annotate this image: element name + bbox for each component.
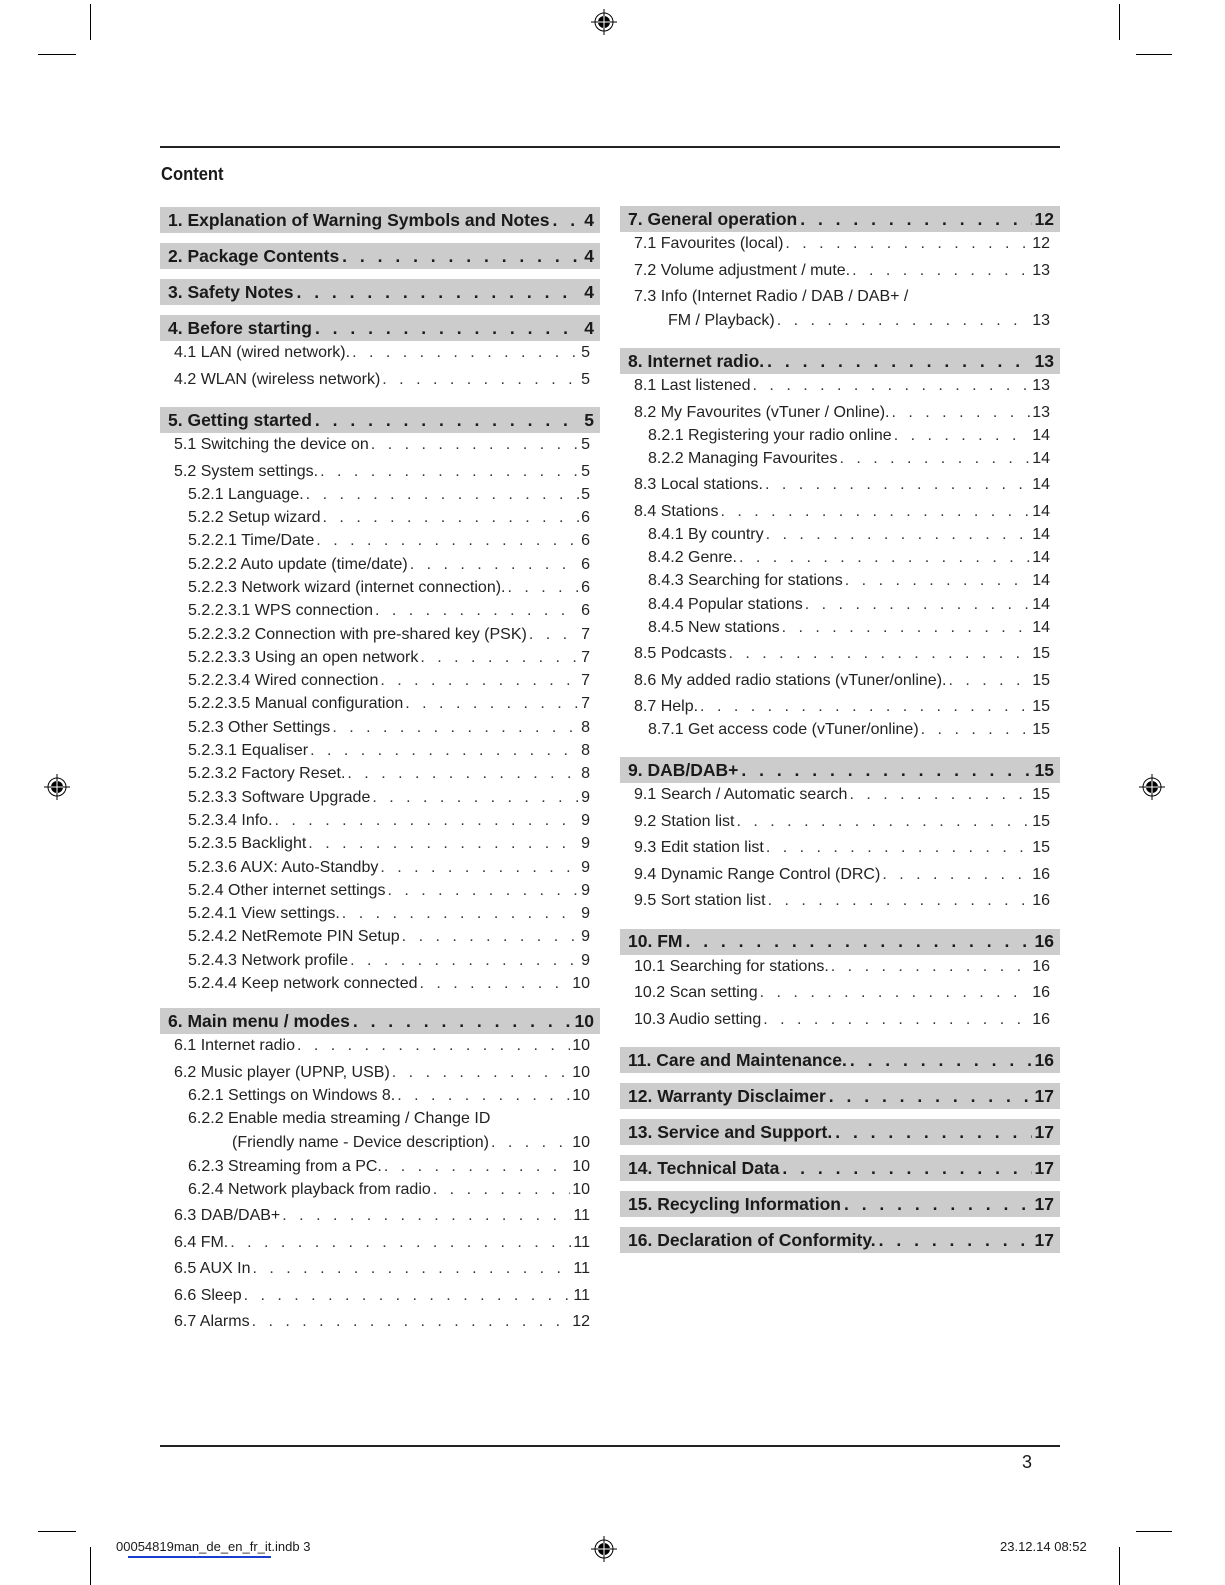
toc-entry[interactable]: 4.2 WLAN (wireless network) . . . 5 — [160, 371, 600, 398]
toc-heading[interactable]: 13. Service and Support. . . . 17 — [620, 1119, 1060, 1145]
toc-entry[interactable]: 8.7 Help. . . . 15 — [620, 698, 1060, 721]
page-number: 3 — [1022, 1452, 1033, 1472]
toc-entry[interactable]: 7.1 Favourites (local) . . . 12 — [620, 235, 1060, 262]
toc-entry[interactable]: 7.2 Volume adjustment / mute. . . . 13 — [620, 262, 1060, 289]
crop-mark-left-bottom — [38, 1531, 76, 1532]
toc-entry[interactable]: 5.2.4 Other internet settings . . . 9 — [160, 882, 600, 905]
toc-entry[interactable]: 8.4 Stations . . . 14 — [620, 503, 1060, 526]
toc-section — [620, 1155, 1060, 1181]
toc-entry-continuation[interactable]: (Friendly name - Device description) . . . 10 — [160, 1134, 600, 1158]
toc-entry[interactable]: 8.4.4 Popular stations . . . 14 — [620, 596, 1060, 619]
toc-section — [160, 1008, 600, 1339]
toc-entry-continuation[interactable]: FM / Playback) . . . 13 — [620, 312, 1060, 338]
toc-entry[interactable]: 6.2.1 Settings on Windows 8. . . . 10 — [160, 1087, 600, 1110]
toc-entry[interactable]: 10.1 Searching for stations. . . . 16 — [620, 958, 1060, 985]
toc-entry[interactable]: 8.6 My added radio stations (vTuner/online). . . . 15 — [620, 672, 1060, 699]
toc-section — [620, 1119, 1060, 1145]
toc-entry[interactable]: 8.4.3 Searching for stations . . . 14 — [620, 572, 1060, 595]
crop-mark-left-top — [38, 54, 76, 55]
toc-entry[interactable]: 8.4.2 Genre. . . . 14 — [620, 549, 1060, 572]
crop-mark-top-right — [1119, 4, 1120, 40]
toc-heading[interactable]: 5. Getting started . . . 5 — [160, 407, 600, 433]
toc-heading[interactable]: 1. Explanation of Warning Symbols and Notes . . . 4 — [160, 207, 600, 233]
toc-entry[interactable]: 5.2.4.3 Network profile . . . 9 — [160, 952, 600, 975]
toc-entry[interactable]: 6.2.4 Network playback from radio . . . 10 — [160, 1181, 600, 1207]
print-slug-datetime: 23.12.14 08:52 — [1000, 1539, 1087, 1554]
footer-rule — [160, 1445, 1060, 1447]
toc-heading[interactable]: 3. Safety Notes . . . 4 — [160, 279, 600, 305]
toc-section — [620, 1191, 1060, 1217]
toc-entry[interactable]: 5.2.3.4 Info. . . . 9 — [160, 812, 600, 835]
toc-heading[interactable]: 14. Technical Data . . . 17 — [620, 1155, 1060, 1181]
toc-heading[interactable]: 9. DAB/DAB+ . . . 15 — [620, 757, 1060, 783]
toc-entry[interactable]: 5.2.4.2 NetRemote PIN Setup . . . 9 — [160, 928, 600, 951]
toc-entry[interactable]: 10.2 Scan setting . . . 16 — [620, 984, 1060, 1011]
toc-heading[interactable]: 16. Declaration of Conformity. . . . 17 — [620, 1227, 1060, 1253]
toc-entry[interactable]: 4.1 LAN (wired network). . . . 5 — [160, 344, 600, 371]
toc-entry[interactable]: 5.2.3 Other Settings . . . 8 — [160, 719, 600, 742]
toc-section — [620, 348, 1060, 747]
toc-heading[interactable]: 6. Main menu / modes . . . 10 — [160, 1008, 600, 1034]
toc-entry[interactable]: 6.2.2 Enable media streaming / Change ID — [188, 1110, 491, 1128]
toc-entry[interactable]: 9.4 Dynamic Range Control (DRC) . . . 16 — [620, 866, 1060, 893]
toc-entry[interactable]: 5.2.2.3.5 Manual configuration . . . 7 — [160, 695, 600, 718]
toc-entry[interactable]: 6.1 Internet radio . . . 10 — [160, 1037, 600, 1064]
toc-heading[interactable]: 10. FM . . . 16 — [620, 929, 1060, 955]
toc-heading[interactable]: 15. Recycling Information . . . 17 — [620, 1191, 1060, 1217]
toc-entry[interactable]: 10.3 Audio setting . . . 16 — [620, 1011, 1060, 1038]
toc-section — [620, 757, 1060, 919]
registration-mark-icon — [591, 9, 617, 35]
toc-entry[interactable]: 5.2.3.3 Software Upgrade . . . 9 — [160, 789, 600, 812]
toc-entry[interactable]: 6.2.3 Streaming from a PC. . . . 10 — [160, 1158, 600, 1181]
toc-entry[interactable]: 7.3 Info (Internet Radio / DAB / DAB+ / — [634, 288, 909, 305]
toc-entry[interactable]: 9.2 Station list . . . 15 — [620, 813, 1060, 840]
toc-entry[interactable]: 9.1 Search / Automatic search . . . 15 — [620, 786, 1060, 813]
toc-entry[interactable]: 8.3 Local stations. . . . 14 — [620, 476, 1060, 503]
toc-entry[interactable]: 6.3 DAB/DAB+ . . . 11 — [160, 1207, 600, 1234]
toc-entry[interactable]: 8.1 Last listened . . . 13 — [620, 377, 1060, 404]
toc-heading[interactable]: 11. Care and Maintenance. . . . 16 — [620, 1047, 1060, 1073]
toc-entry[interactable]: 5.2.2.3.3 Using an open network . . . 7 — [160, 649, 600, 672]
page-title: Content — [161, 164, 224, 184]
toc-section — [160, 407, 600, 998]
crop-mark-bottom-left — [90, 1547, 91, 1585]
toc-entry[interactable]: 8.2.2 Managing Favourites . . . 14 — [620, 450, 1060, 476]
toc-heading[interactable]: 7. General operation . . . 12 — [620, 206, 1060, 232]
toc-section — [620, 1227, 1060, 1253]
toc-entry[interactable]: 5.2.4.4 Keep network connected . . . 10 — [160, 975, 600, 998]
toc-section — [620, 1047, 1060, 1073]
toc-heading[interactable]: 8. Internet radio. . . . 13 — [620, 348, 1060, 374]
toc-section — [620, 206, 1060, 338]
crop-mark-right-top — [1136, 54, 1172, 55]
toc-entry[interactable]: 6.6 Sleep . . . 11 — [160, 1287, 600, 1314]
toc-entry[interactable]: 8.4.1 By country . . . 14 — [620, 526, 1060, 549]
toc-heading[interactable]: 2. Package Contents . . . 4 — [160, 243, 600, 269]
toc-entry[interactable]: 5.2.4.1 View settings. . . . 9 — [160, 905, 600, 928]
toc-entry[interactable]: 6.4 FM. . . . 11 — [160, 1234, 600, 1261]
toc-entry[interactable]: 5.2.2.3.4 Wired connection . . . 7 — [160, 672, 600, 695]
toc-entry[interactable]: 6.5 AUX In . . . 11 — [160, 1260, 600, 1287]
toc-entry[interactable]: 5.2.3.5 Backlight . . . 9 — [160, 835, 600, 858]
slug-underline — [128, 1556, 271, 1558]
registration-mark-icon — [44, 774, 70, 800]
registration-mark-icon — [591, 1536, 617, 1562]
toc-entry[interactable]: 5.2.1 Language. . . . 5 — [160, 486, 600, 509]
toc-section — [160, 243, 600, 269]
toc-entry[interactable]: 8.5 Podcasts . . . 15 — [620, 645, 1060, 672]
registration-mark-icon — [1139, 774, 1165, 800]
crop-mark-right-bottom — [1136, 1531, 1172, 1532]
toc-heading[interactable]: 12. Warranty Disclaimer . . . 17 — [620, 1083, 1060, 1109]
toc-entry[interactable]: 5.2.2.3.1 WPS connection . . . 6 — [160, 602, 600, 625]
toc-entry[interactable]: 8.7.1 Get access code (vTuner/online) . . . 15 — [620, 721, 1060, 747]
toc-heading[interactable]: 4. Before starting . . . 4 — [160, 315, 600, 341]
toc-entry[interactable]: 6.2 Music player (UPNP, USB) . . . 10 — [160, 1064, 600, 1087]
crop-mark-bottom-right — [1119, 1547, 1120, 1585]
toc-left-column — [160, 207, 600, 1350]
toc-entry[interactable]: 8.4.5 New stations . . . 14 — [620, 619, 1060, 645]
toc-right-column — [620, 206, 1060, 1263]
toc-section — [160, 279, 600, 305]
toc-entry[interactable]: 8.2 My Favourites (vTuner / Online). . . . 13 — [620, 404, 1060, 427]
toc-section — [620, 929, 1060, 1038]
toc-entry[interactable]: 6.7 Alarms . . . 12 — [160, 1313, 600, 1340]
toc-entry[interactable]: 9.3 Edit station list . . . 15 — [620, 839, 1060, 866]
toc-entry[interactable]: 5.2.3.1 Equaliser . . . 8 — [160, 742, 600, 765]
print-slug-filename: 00054819man_de_en_fr_it.indb 3 — [116, 1539, 311, 1554]
toc-entry[interactable]: 5.2.2.3.2 Connection with pre-shared key (PSK) . . . 7 — [160, 626, 600, 649]
toc-section — [620, 1083, 1060, 1109]
toc-entry[interactable]: 9.5 Sort station list . . . 16 — [620, 892, 1060, 919]
toc-entry[interactable]: 5.2.2.2 Auto update (time/date) . . . 6 — [160, 556, 600, 579]
header-rule — [160, 146, 1060, 148]
toc-entry[interactable]: 5.2.3.6 AUX: Auto-Standby . . . 9 — [160, 859, 600, 882]
toc-section — [160, 207, 600, 233]
toc-entry[interactable]: 5.2 System settings. . . . 5 — [160, 463, 600, 486]
crop-mark-top-left — [90, 4, 91, 40]
toc-entry[interactable]: 5.1 Switching the device on . . . 5 — [160, 436, 600, 463]
toc-entry[interactable]: 5.2.2.3 Network wizard (internet connection). . . . 6 — [160, 579, 600, 602]
toc-entry[interactable]: 8.2.1 Registering your radio online . . . 14 — [620, 427, 1060, 450]
toc-entry[interactable]: 5.2.2 Setup wizard . . . 6 — [160, 509, 600, 532]
toc-entry[interactable]: 5.2.2.1 Time/Date . . . 6 — [160, 532, 600, 555]
toc-section — [160, 315, 600, 397]
toc-entry[interactable]: 5.2.3.2 Factory Reset. . . . 8 — [160, 765, 600, 788]
